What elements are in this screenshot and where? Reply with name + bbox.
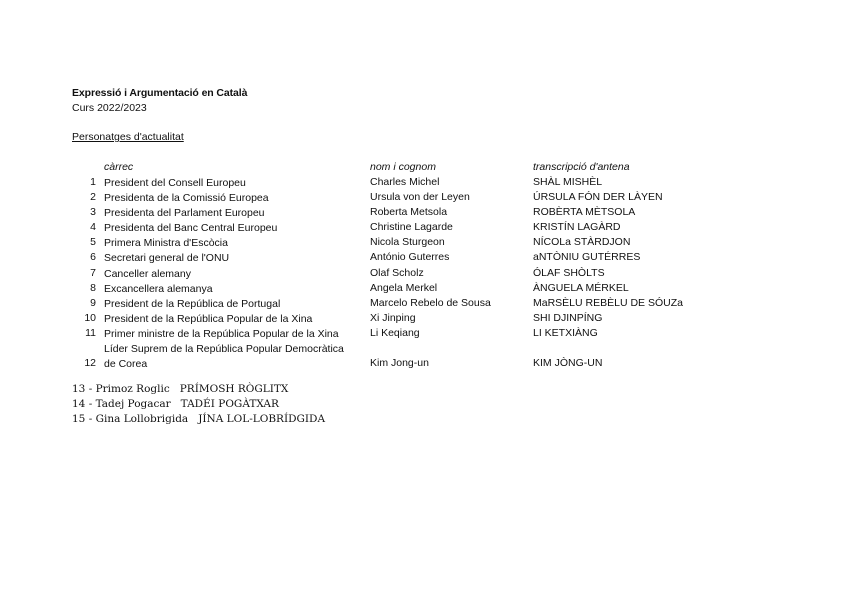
- table-row: [0, 312, 848, 327]
- row-number: 5: [90, 236, 96, 249]
- row-transcription: KIM JÒNG-UN: [533, 356, 603, 369]
- row-transcription: KRISTÍN LAGÀRD: [533, 221, 621, 234]
- row-number: 8: [90, 281, 96, 294]
- row-name: Charles Michel: [370, 176, 440, 188]
- table-row: [0, 191, 848, 206]
- row-transcription: SHÀL MISHÈL: [533, 176, 603, 188]
- row-name: Ursula von der Leyen: [370, 191, 470, 204]
- row-transcription: ÚRSULA FÓN DER LÀYEN: [533, 191, 663, 204]
- row-role-line: de Corea: [104, 357, 148, 370]
- row-transcription: NÍCOLa STÀRDJON: [533, 236, 631, 249]
- row-role-line: Líder Suprem de la República Popular Democràtica: [104, 343, 344, 356]
- table-row: [0, 176, 848, 191]
- row-number: 11: [85, 326, 96, 339]
- column-header-transcription: transcripció d'antena: [533, 161, 630, 173]
- row-role: [104, 342, 344, 371]
- row-role: Secretari general de l'ONU: [104, 252, 230, 265]
- extra-transcription: JÍNA LOL-LOBRÍDGIDA: [198, 413, 326, 425]
- row-number: 9: [90, 296, 96, 309]
- list-item: [72, 413, 325, 428]
- row-name: Li Keqiang: [370, 326, 420, 339]
- extra-label: 15 - Gina Lollobrigida: [72, 413, 189, 425]
- row-number: 3: [90, 206, 96, 219]
- row-transcription: ÀNGUELA MÉRKEL: [533, 281, 629, 294]
- extra-transcription: TADÉI POGÀTXAR: [180, 398, 279, 410]
- extra-transcription: PRÍMOSH RÒGLITX: [179, 383, 289, 395]
- row-role: Presidenta de la Comissió Europea: [104, 192, 269, 205]
- course-year: Curs 2022/2023: [72, 102, 147, 114]
- row-role: President del Consell Europeu: [104, 177, 246, 189]
- table-row: [0, 206, 848, 221]
- table-row: [0, 221, 848, 236]
- row-name: Roberta Metsola: [370, 206, 448, 219]
- row-number: 6: [90, 251, 96, 264]
- row-transcription: SHI DJINPÍNG: [533, 311, 603, 324]
- list-item: [72, 383, 325, 398]
- extra-list: [72, 383, 325, 428]
- list-item: [72, 398, 325, 413]
- row-role: Presidenta del Parlament Europeu: [104, 207, 265, 220]
- row-transcription: LI KETXIÀNG: [533, 326, 598, 339]
- row-number: 12: [84, 356, 96, 369]
- table-row: [0, 327, 848, 342]
- row-number: 1: [90, 176, 96, 188]
- row-name: Christine Lagarde: [370, 221, 453, 234]
- row-name: Olaf Scholz: [370, 266, 424, 279]
- row-role: Presidenta del Banc Central Europeu: [104, 222, 278, 235]
- people-table: [0, 176, 848, 372]
- row-role: Primera Ministra d'Escòcia: [104, 237, 228, 250]
- row-transcription: ÓLAF SHÒLTS: [533, 266, 605, 279]
- table-row: [0, 282, 848, 297]
- row-name: Nicola Sturgeon: [370, 236, 445, 249]
- row-role: President de la República Popular de la Xina: [104, 312, 313, 325]
- row-role: Excancellera alemanya: [104, 282, 213, 295]
- column-header-role: càrrec: [104, 161, 134, 173]
- extra-label: 13 - Primoz Roglic: [72, 383, 170, 395]
- row-number: 2: [90, 191, 96, 204]
- document-title: Expressió i Argumentació en Català: [72, 87, 248, 99]
- row-name: António Guterres: [370, 251, 450, 264]
- column-header-name: nom i cognom: [370, 161, 436, 173]
- row-role: President de la República de Portugal: [104, 297, 281, 310]
- row-name: Kim Jong-un: [370, 356, 429, 369]
- row-name: Angela Merkel: [370, 281, 438, 294]
- row-transcription: ROBÈRTA MÈTSOLA: [533, 206, 636, 219]
- row-name: Marcelo Rebelo de Sousa: [370, 296, 491, 309]
- table-row: [0, 236, 848, 251]
- table-row: [0, 297, 848, 312]
- table-row: [0, 251, 848, 266]
- row-number: 10: [84, 311, 96, 324]
- section-heading: Personatges d'actualitat: [72, 131, 184, 143]
- row-role: Canceller alemany: [104, 267, 191, 280]
- table-row: [0, 267, 848, 282]
- row-number: 4: [90, 221, 96, 234]
- extra-label: 14 - Tadej Pogacar: [72, 398, 171, 410]
- table-row: [0, 342, 848, 372]
- row-transcription: MaRSÈLU REBÈLU DE SÓUZa: [533, 296, 683, 309]
- row-number: 7: [90, 266, 96, 279]
- row-role: Primer ministre de la República Popular de la Xina: [104, 327, 339, 340]
- row-transcription: aNTÒNIU GUTÉRRES: [533, 251, 641, 264]
- row-name: Xi Jinping: [370, 311, 416, 324]
